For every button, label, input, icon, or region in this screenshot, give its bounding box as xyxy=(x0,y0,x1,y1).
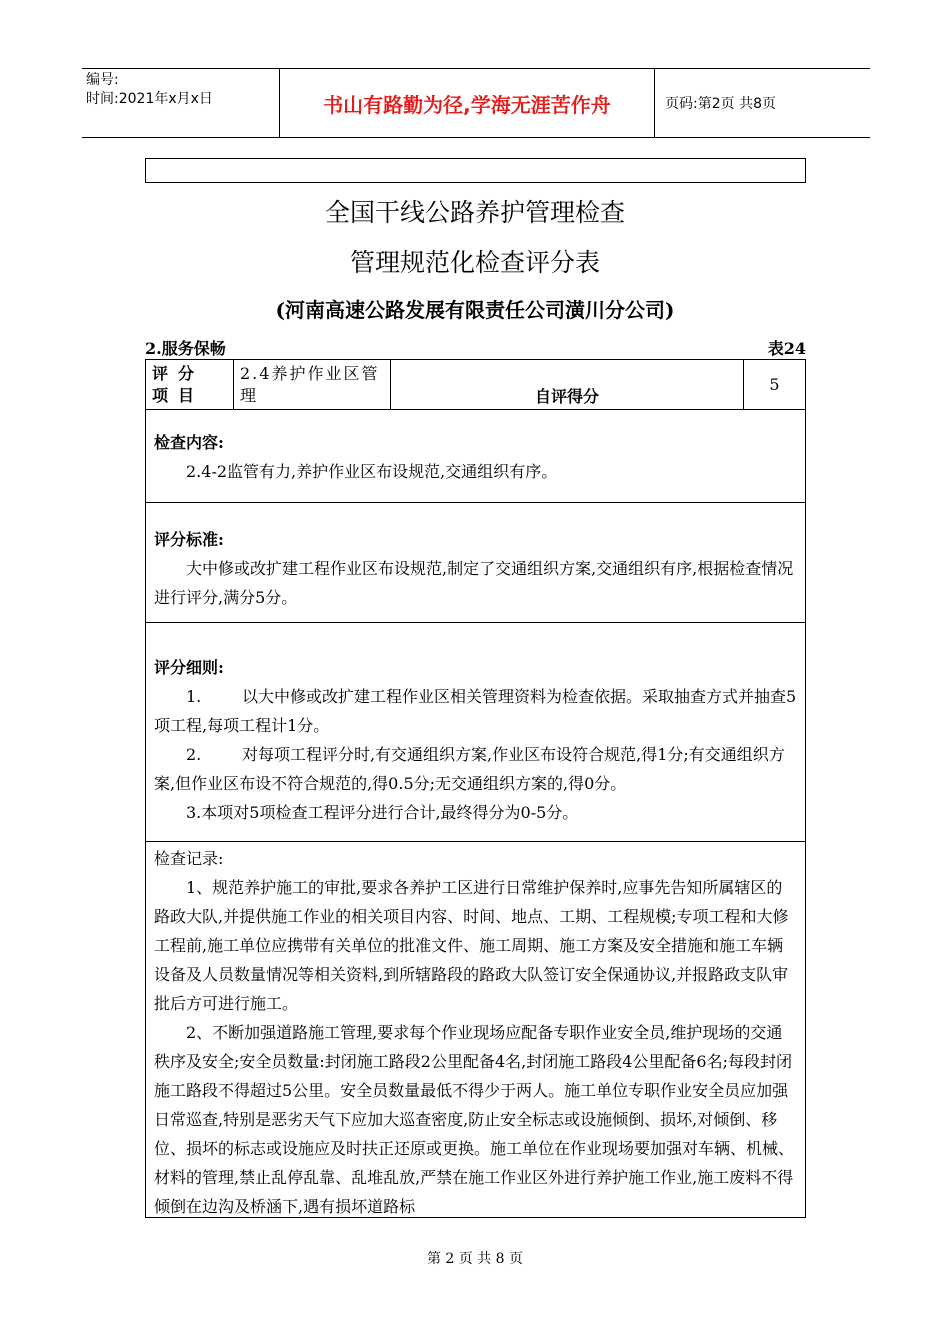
header-meta xyxy=(82,69,280,137)
page-info: 页码:第2页 共8页 xyxy=(665,96,776,112)
records-cell xyxy=(146,842,805,1217)
inspection-content-text: 2.4-2监管有力,养护作业区布设规范,交通组织有序。 xyxy=(186,462,558,481)
scoring-standard-text: 大中修或改扩建工程作业区布设规范,制定了交通组织方案,交通组织有序,根据检查情况进行评分,满分5分。 xyxy=(154,559,794,607)
number-label: 编号: xyxy=(86,72,119,88)
blank-box xyxy=(145,158,806,183)
item-value: 2.4养护作业区管理 xyxy=(234,360,391,409)
section-line xyxy=(145,336,806,359)
title-line-2: 管理规范化检查评分表 xyxy=(349,248,600,277)
subtitle: (河南高速公路发展有限责任公司潢川分公司) xyxy=(275,298,675,322)
score-table xyxy=(145,359,806,1218)
table-number: 表24 xyxy=(767,339,806,358)
self-score-label: 自评得分 xyxy=(391,360,744,409)
item-label: 评分项目 xyxy=(146,360,234,409)
full-score: 5 xyxy=(769,375,780,394)
section-name: 2.服务保畅 xyxy=(145,339,226,358)
document-header xyxy=(82,68,870,138)
inspection-content-cell xyxy=(146,410,805,503)
scoring-standard-cell xyxy=(146,503,805,623)
scoring-details-cell xyxy=(146,623,805,842)
scoring-detail-item: 2. 对每项工程评分时,有交通组织方案,作业区布设符合规范,得1分;有交通组织方案,但作业区布设不符合规范的,得0.5分;无交通组织方案的,得0分。 xyxy=(154,745,785,793)
title-line-1: 全国干线公路养护管理检查 xyxy=(324,198,625,227)
records-label: 检查记录: xyxy=(154,849,224,868)
scoring-detail-item: 1. 以大中修或改扩建工程作业区相关管理资料为检查依据。采取抽查方式并抽查5项工程,每项工程计1分。 xyxy=(154,687,797,735)
inspection-content-label: 检查内容: xyxy=(154,433,224,452)
page-footer: 第 2 页 共 8 页 xyxy=(426,1251,524,1267)
motto: 书山有路勤为径,学海无涯苦作舟 xyxy=(280,69,655,137)
scoring-detail-item: 3.本项对5项检查工程评分进行合计,最终得分为0-5分。 xyxy=(186,803,579,822)
record-paragraph: 1、规范养护施工的审批,要求各养护工区进行日常维护保养时,应事先告知所属辖区的路政大队,并提供施工作业的相关项目内容、时间、地点、工期、工程规模;专项工程和大修工程前,施工单位应携带有关单位的批准文件、施工周期、施工方案及安全措施和施工车辆设备及人员数量情况等相关资料,到所辖路段的路政大队签订安全保通协议,并报路政支队审批后方可进行施工。 xyxy=(154,878,789,1013)
time-label: 时间:2021年x月x日 xyxy=(86,91,213,107)
record-paragraph: 2、不断加强道路施工管理,要求每个作业现场应配备专职作业安全员,维护现场的交通秩序及安全;安全员数量:封闭施工路段2公里配备4名,封闭施工路段4公里配备6名;每段封闭施工路段不得超过5公里。安全员数量最低不得少于两人。施工单位专职作业安全员应加强日常巡查,特别是恶劣天气下应加大巡查密度,防止安全标志或设施倾倒、损坏,对倾倒、移位、损坏的标志或设施应及时扶正还原或更换。施工单位在作业现场要加强对车辆、机械、材料的管理,禁止乱停乱靠、乱堆乱放,严禁在施工作业区外进行养护施工作业,施工废料不得倾倒在边沟及桥涵下,遇有损坏道路标 xyxy=(154,1023,795,1216)
scoring-details-label: 评分细则: xyxy=(154,658,224,677)
scoring-standard-label: 评分标准: xyxy=(154,530,224,549)
score-row xyxy=(146,360,805,410)
